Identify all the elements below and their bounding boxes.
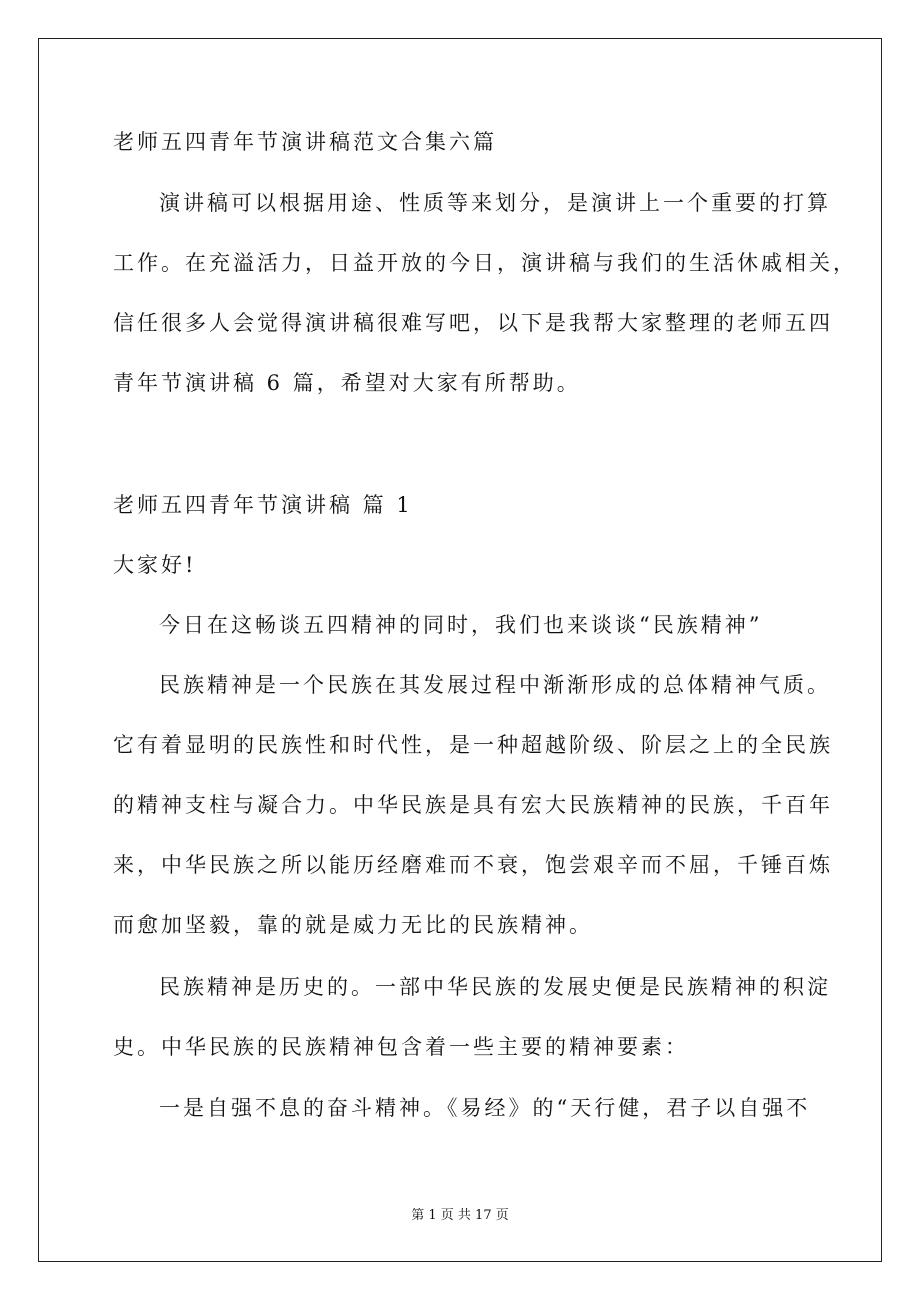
- body-line: 史。中华民族的民族精神包含着一些主要的精神要素：: [113, 1035, 689, 1059]
- body-line: 民族精神是一个民族在其发展过程中渐渐形成的总体精神气质。: [159, 673, 831, 697]
- greeting: 大家好!: [113, 553, 197, 577]
- body-line: 今日在这畅谈五四精神的同时，我们也来谈谈“民族精神”: [159, 613, 763, 637]
- body-line: 的精神支柱与凝合力。中华民族是具有宏大民族精神的民族，千百年: [113, 793, 833, 817]
- intro-line: 工作。在充溢活力，日益开放的今日，演讲稿与我们的生活休戚相关，: [113, 251, 857, 275]
- body-line: 它有着显明的民族性和时代性，是一种超越阶级、阶层之上的全民族: [113, 733, 833, 757]
- document-title: 老师五四青年节演讲稿范文合集六篇: [113, 130, 497, 154]
- body-line: 来，中华民族之所以能历经磨难而不衰，饱尝艰辛而不屈，千锤百炼: [113, 853, 833, 877]
- page-border: [38, 38, 882, 1262]
- body-line: 而愈加坚毅，靠的就是威力无比的民族精神。: [113, 913, 593, 937]
- intro-line: 演讲稿可以根据用途、性质等来划分，是演讲上一个重要的打算: [159, 191, 831, 215]
- intro-line: 青年节演讲稿 6 篇，希望对大家有所帮助。: [113, 371, 581, 395]
- intro-line: 信任很多人会觉得演讲稿很难写吧，以下是我帮大家整理的老师五四: [113, 311, 833, 335]
- body-line: 民族精神是历史的。一部中华民族的发展史便是民族精神的积淀: [159, 975, 831, 999]
- section-heading: 老师五四青年节演讲稿 篇 1: [113, 493, 413, 517]
- page-number-footer: 第 1 页 共 17 页: [411, 1208, 509, 1223]
- body-line: 一是自强不息的奋斗精神。《易经》的“天行健，君子以自强不: [159, 1096, 811, 1120]
